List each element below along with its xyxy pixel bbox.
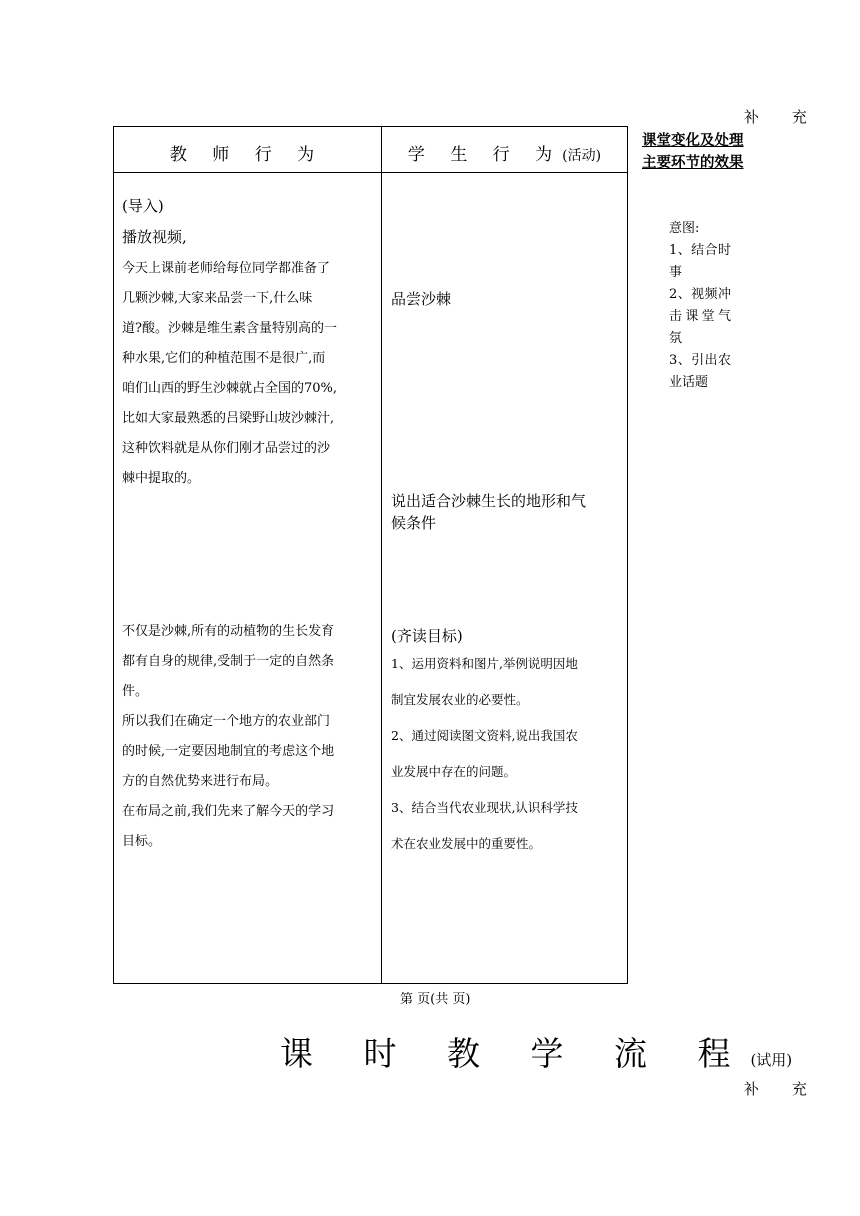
paragraph-line: 咱们山西的野生沙棘就占全国的70%, xyxy=(122,381,338,396)
paragraph-line: 今天上课前老师给每位同学都准备了 xyxy=(122,261,331,276)
student-column-header xyxy=(381,140,628,165)
student-conditions-activity xyxy=(391,490,623,534)
conditions-line: 说出适合沙棘生长的地形和气 xyxy=(391,492,587,510)
paragraph-line: 几颗沙棘,大家来品尝一下,什么味 xyxy=(122,291,313,306)
intro-paragraph xyxy=(122,254,374,494)
read-goals-label: (齐读目标) xyxy=(391,627,463,645)
paragraph-line: 种水果,它们的种植范围不是很广,而 xyxy=(122,351,326,366)
intent-notes xyxy=(669,218,731,394)
goal-line: 制宜发展农业的必要性。 xyxy=(391,692,529,707)
intent-item: 3、引出农业话题 xyxy=(669,353,731,390)
paragraph-line: 目标。 xyxy=(122,834,162,849)
supplement-label-top: 补 充 xyxy=(744,108,821,126)
paragraph-line: 比如大家最熟悉的吕梁野山坡沙棘汁, xyxy=(122,411,335,426)
intro-label: (导入) xyxy=(122,197,164,215)
paragraph-line: 所以我们在确定一个地方的农业部门 xyxy=(122,714,331,729)
supplement-label-bottom: 补 充 xyxy=(744,1080,821,1098)
paragraph-line: 棘中提取的。 xyxy=(122,471,201,486)
intro-action: 播放视频, xyxy=(122,228,187,246)
rule-paragraph xyxy=(122,617,374,857)
student-taste-activity: 品尝沙棘 xyxy=(391,290,452,308)
student-header-note: (活动) xyxy=(562,148,602,164)
paragraph-line: 在布局之前,我们先来了解今天的学习 xyxy=(122,804,335,819)
goal-line: 2、通过阅读图文资料,说出我国农 xyxy=(391,728,578,743)
table-column-divider xyxy=(381,126,382,984)
teacher-header-text: 教 师 行 为 xyxy=(169,145,325,165)
paragraph-line: 不仅是沙棘,所有的动植物的生长发育 xyxy=(122,624,335,639)
table-header-divider xyxy=(113,172,628,173)
goal-line: 业发展中存在的问题。 xyxy=(391,764,517,779)
intent-item: 2、视频冲击课堂气氛 xyxy=(669,287,731,346)
goal-line: 1、运用资料和图片,举例说明因地 xyxy=(391,656,578,671)
paragraph-line: 都有自身的规律,受制于一定的自然条 xyxy=(122,654,335,669)
intent-label: 意图: xyxy=(669,221,700,236)
paragraph-line: 这种饮料就是从你们刚才品尝过的沙 xyxy=(122,441,331,456)
side-header-line-2: 主要环节的效果 xyxy=(642,155,744,171)
course-title-note: (试用) xyxy=(750,1051,793,1069)
paragraph-line: 的时候,一定要因地制宜的考虑这个地 xyxy=(122,744,335,759)
side-column-header xyxy=(642,130,766,174)
learning-goals xyxy=(391,646,623,862)
goal-line: 3、结合当代农业现状,认识科学技 xyxy=(391,800,578,815)
page-footer: 第 页(共 页) xyxy=(400,992,471,1007)
paragraph-line: 件。 xyxy=(122,684,149,699)
conditions-line: 候条件 xyxy=(391,514,437,532)
paragraph-line: 道?酸。沙棘是维生素含量特别高的一 xyxy=(122,321,337,336)
course-title-text: 课 时 教 学 流 程 xyxy=(280,1034,751,1073)
paragraph-line: 方的自然优势来进行布局。 xyxy=(122,774,279,789)
teacher-column-header xyxy=(113,140,381,165)
course-title xyxy=(280,1028,792,1075)
student-header-text: 学 生 行 为 xyxy=(407,145,563,165)
side-header-line-1: 课堂变化及处理 xyxy=(642,133,744,149)
goal-line: 术在农业发展中的重要性。 xyxy=(391,836,542,851)
intent-item: 1、结合时事 xyxy=(669,243,731,280)
